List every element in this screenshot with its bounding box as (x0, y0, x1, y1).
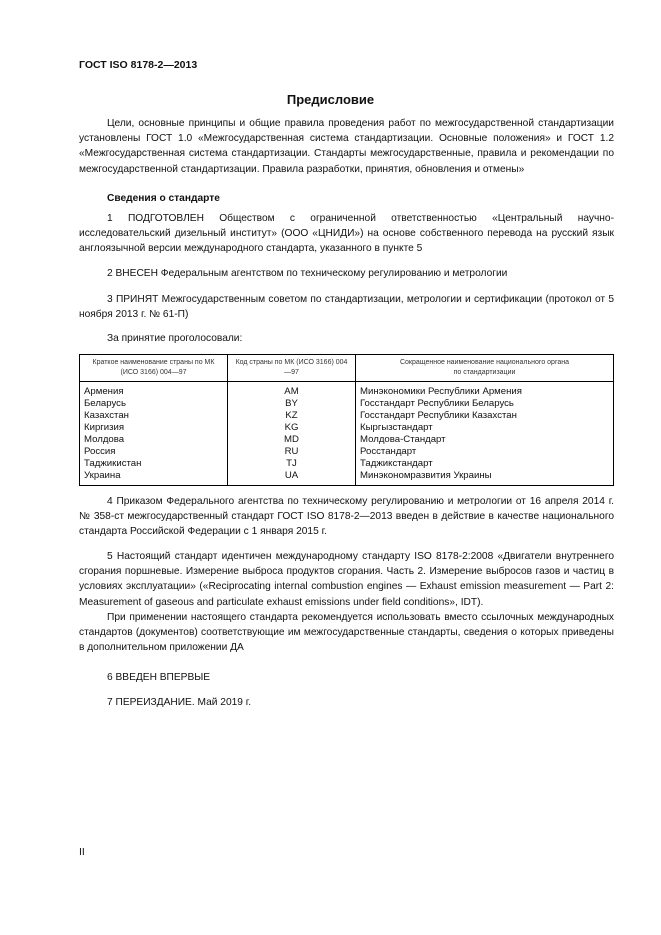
item-6-text: 6 ВВЕДЕН ВПЕРВЫЕ (107, 672, 211, 683)
country-name: Киргизия (80, 422, 228, 434)
standards-body: Молдова-Стандарт (356, 434, 614, 446)
table-row (80, 410, 614, 422)
item-7-text: 7 ПЕРЕИЗДАНИЕ. Май 2019 г. (107, 697, 252, 708)
item-5 (79, 549, 614, 655)
item-1 (79, 211, 614, 257)
country-name: Беларусь (80, 398, 228, 410)
countries-table (79, 354, 614, 486)
country-name: Украина (80, 470, 228, 486)
country-code: KG (228, 422, 356, 434)
voted-label: За принятие проголосовали: (107, 333, 243, 344)
country-code: TJ (228, 458, 356, 470)
section-heading: Сведения о стандарте (107, 193, 220, 204)
table-row (80, 422, 614, 434)
item-4-text: 4 Приказом Федерального агентства по техническому регулированию и метрологии от 16 апреля 2014 г. № 358-ст межгосударственный стандарт ГОСТ ISO 8178-2—2013 введен в действие в качестве национального стандарта Российской Федерации с 1 января 2015 г. (79, 496, 614, 538)
table-row (80, 470, 614, 486)
standards-body: Госстандарт Республики Казахстан (356, 410, 614, 422)
item-4 (79, 494, 614, 540)
intro-text: Цели, основные принципы и общие правила проведения работ по межгосударственной стандартизации установлены ГОСТ 1.0 «Межгосударственная система стандартизации. Основные положения» и ГОСТ 1.2 «Межгосударственная система стандартизации. Стандарты межгосударственные, правила и рекомендации по межгосударственной стандартизации. Правила разработки, принятия, обновления и отмены» (79, 118, 614, 175)
item-5-note: При применении настоящего стандарта рекомендуется использовать вместо ссылочных международных стандартов (документов) соответствующие им межгосударственные стандарты, сведения о которых приведены в дополнительном приложении ДА (79, 611, 614, 654)
table-row (80, 434, 614, 446)
table-header-row (80, 355, 614, 382)
item-1-text: 1 ПОДГОТОВЛЕН Обществом с ограниченной ответственностью «Центральный научно-исследовательский дизельный институт» (ООО «ЦНИДИ») на основе собственного перевода на русский язык англоязычной версии международного стандарта, указанного в пункте 5 (79, 213, 614, 255)
standards-body: Минэкономики Республики Армения (356, 382, 614, 399)
country-name: Россия (80, 446, 228, 458)
country-name: Казахстан (80, 410, 228, 422)
item-5-text: 5 Настоящий стандарт идентичен международному стандарту ISO 8178-2:2008 «Двигатели внутреннего сгорания поршневые. Измерение выброса продуктов сгорания. Часть 2. Измерение выбросов газов и частиц в условиях эксплуатации» («Reciprocating internal combustion engines — Exhaust emission measurement — Part 2: Measurement of gaseous and particulate exhaust emissions under field conditions», IDT). (79, 551, 614, 608)
country-name: Армения (80, 382, 228, 399)
standards-body: Минэкономразвития Украины (356, 470, 614, 486)
item-3-text: 3 ПРИНЯТ Межгосударственным советом по стандартизации, метрологии и сертификации (протокол от 5 ноября 2013 г. № 61-П) (79, 294, 614, 321)
table-row (80, 398, 614, 410)
country-code: RU (228, 446, 356, 458)
standards-body: Росстандарт (356, 446, 614, 458)
country-code: UA (228, 470, 356, 486)
standards-body: Кыргызстандарт (356, 422, 614, 434)
table-row (80, 382, 614, 399)
country-code: BY (228, 398, 356, 410)
item-3 (79, 292, 614, 322)
page-title: Предисловие (286, 92, 375, 107)
header-country: Краткое наименование страны по МК (ИСО 3166) 004—97 (80, 355, 228, 382)
country-code: MD (228, 434, 356, 446)
table-row (80, 458, 614, 470)
page-number: II (79, 846, 85, 858)
document-header: ГОСТ ISO 8178-2—2013 (79, 59, 198, 71)
table-row (80, 446, 614, 458)
item-2-text: 2 ВНЕСЕН Федеральным агентством по техническому регулированию и метрологии (107, 268, 508, 279)
standards-body: Таджикстандарт (356, 458, 614, 470)
header-body: Сокращенное наименование национального органа по стандартизации (356, 355, 614, 382)
country-code: AM (228, 382, 356, 399)
country-code: KZ (228, 410, 356, 422)
country-name: Таджикистан (80, 458, 228, 470)
country-name: Молдова (80, 434, 228, 446)
intro-paragraph (79, 116, 614, 177)
header-code: Код страны по МК (ИСО 3166) 004—97 (228, 355, 356, 382)
standards-body: Госстандарт Республики Беларусь (356, 398, 614, 410)
